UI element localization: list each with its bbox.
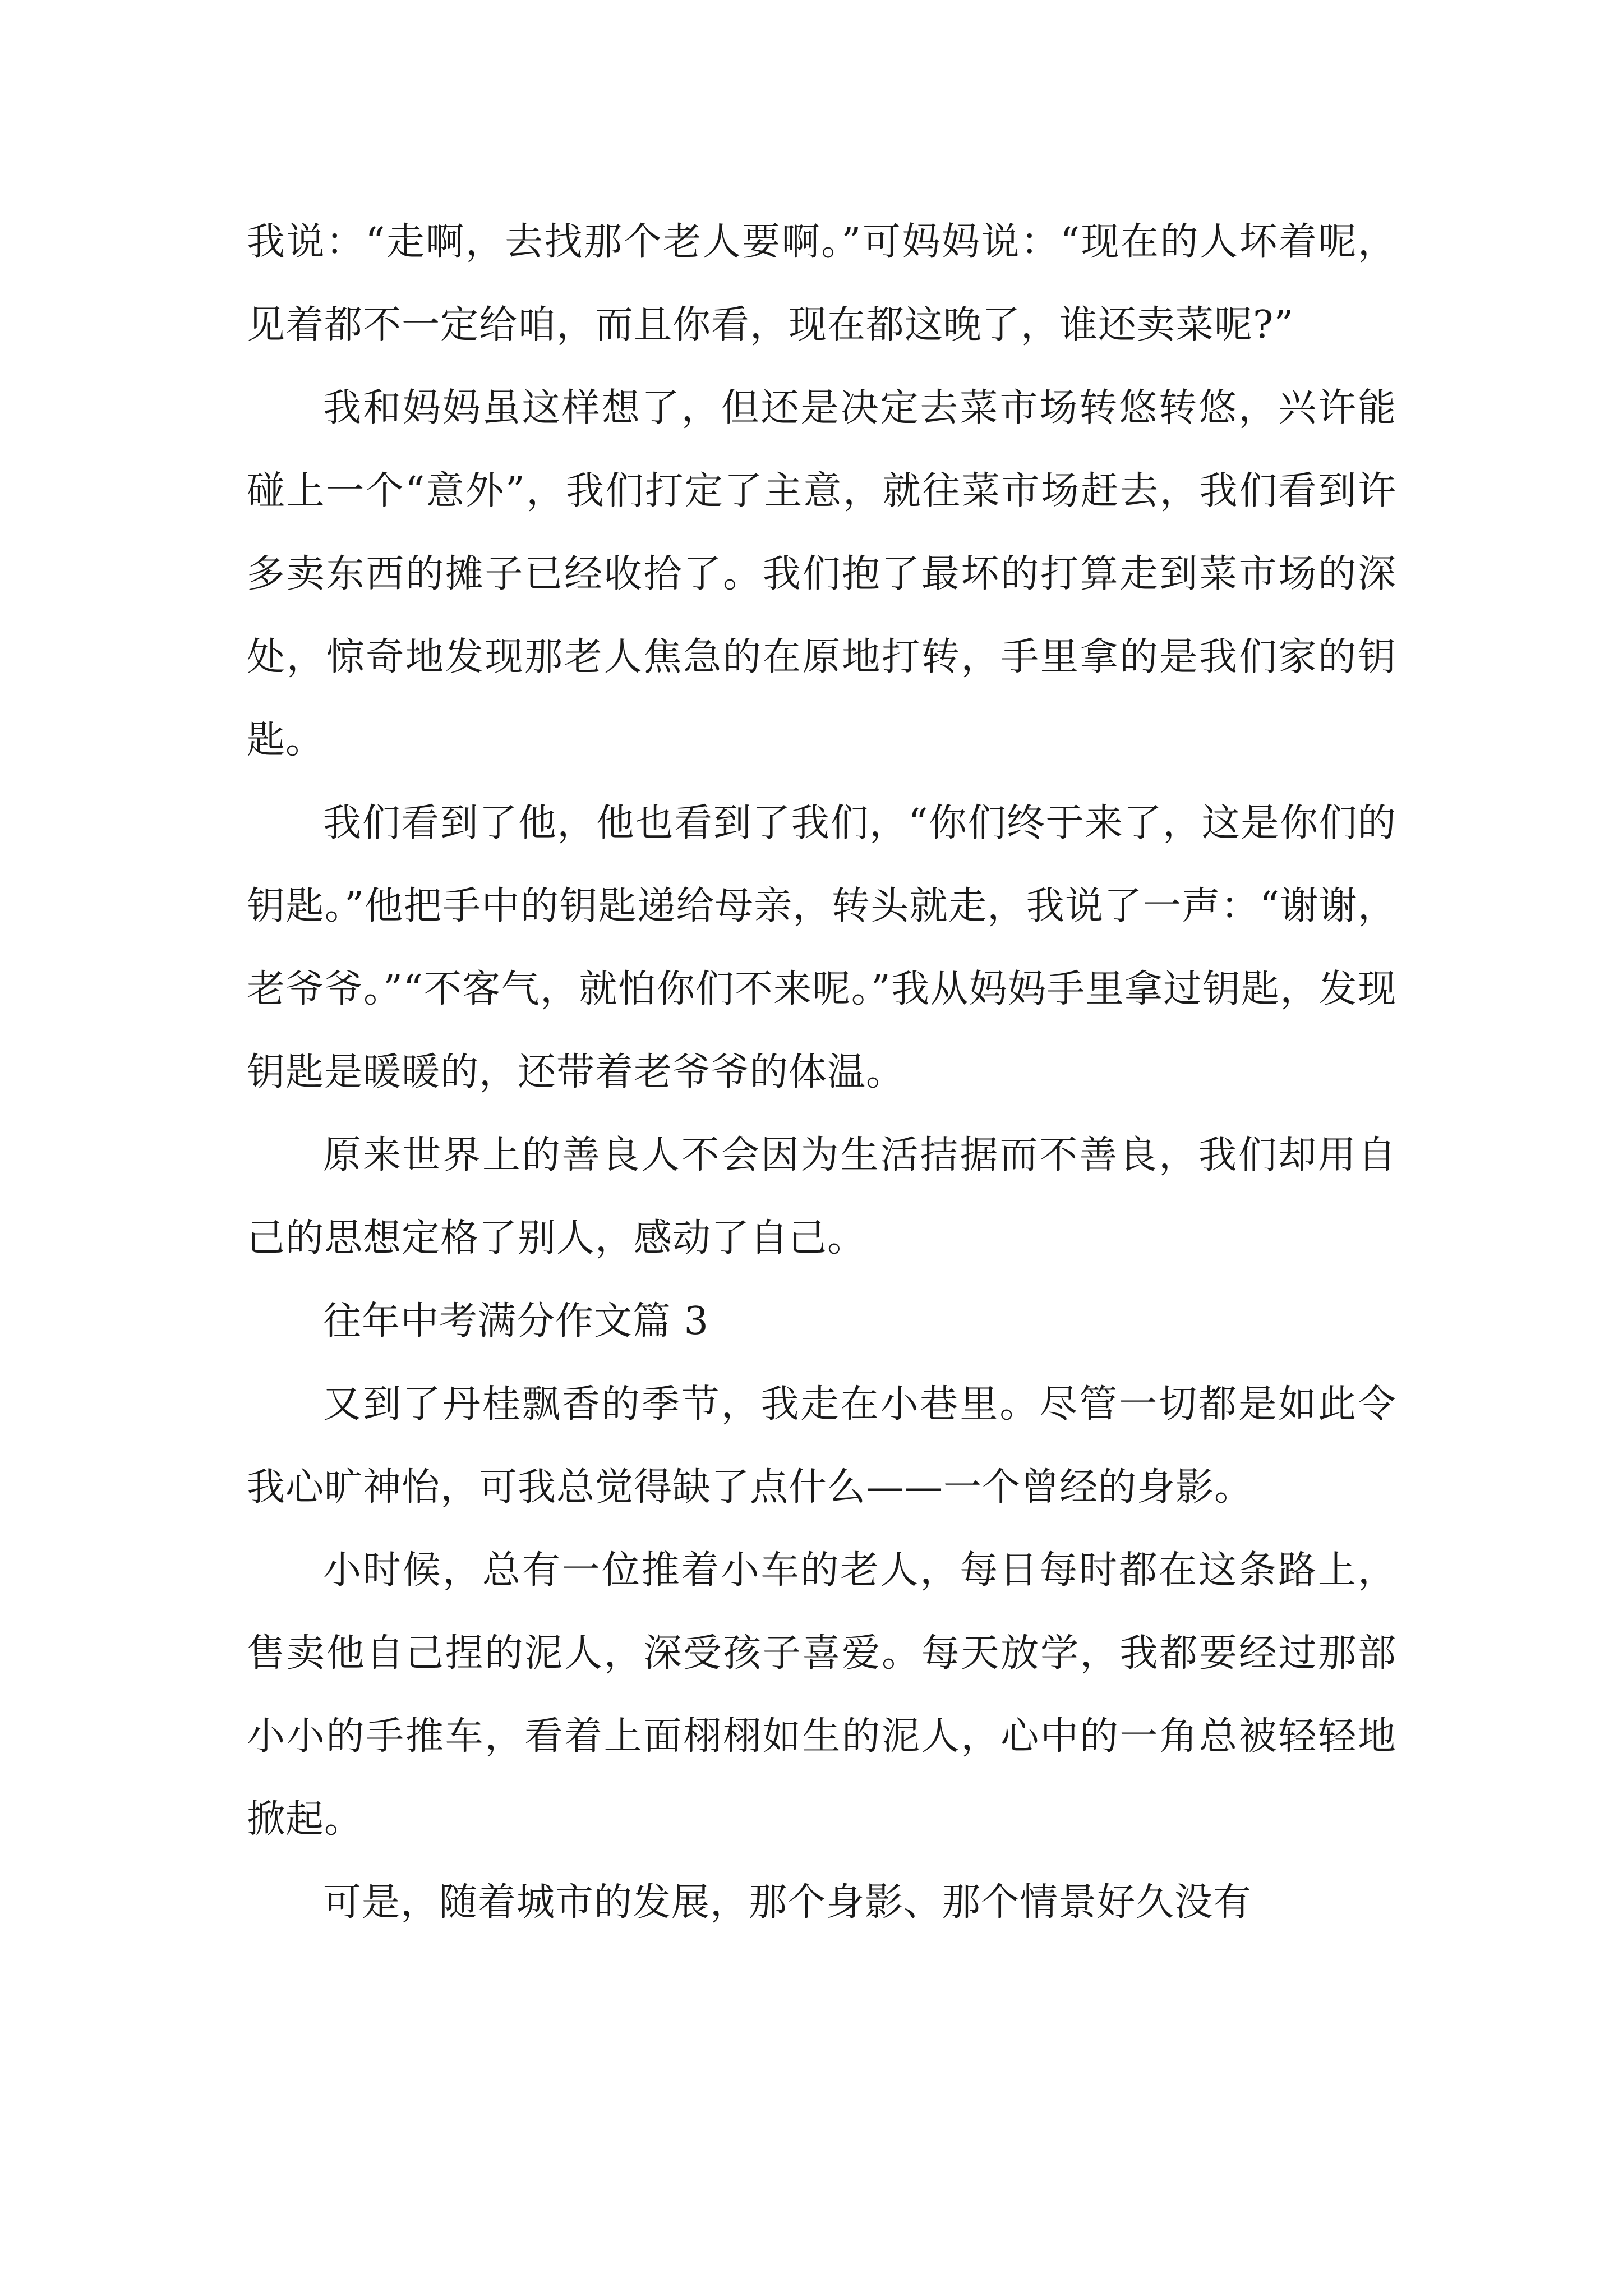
article-body [247,201,1396,1944]
paragraph: 可是，随着城市的发展，那个身影、那个情景好久没有 [323,1880,1252,1925]
paragraph: 我说：“走啊，去找那个老人要啊。”可妈妈说：“现在的人坏着呢，见着都不一定给咱，而且你看，现在都这晚了，谁还卖菜呢?” [247,220,1396,347]
paragraph: 小时候，总有一位推着小车的老人，每日每时都在这条路上，售卖他自己捏的泥人，深受孩子喜爱。每天放学，我都要经过那部小小的手推车，看着上面栩栩如生的泥人，心中的一角总被轻轻地掀起。 [247,1548,1396,1842]
paragraph: 又到了丹桂飘香的季节，我走在小巷里。尽管一切都是如此令我心旷神怡，可我总觉得缺了点什么——一个曾经的身影。 [247,1382,1396,1510]
paragraph: 原来世界上的善良人不会因为生活拮据而不善良，我们却用自己的思想定格了别人，感动了自己。 [247,1133,1396,1260]
section-heading: 往年中考满分作文篇 3 [323,1299,709,1343]
paragraph: 我和妈妈虽这样想了，但还是决定去菜市场转悠转悠，兴许能碰上一个“意外”，我们打定了主意，就往菜市场赶去，我们看到许多卖东西的摊子已经收拾了。我们抱了最坏的打算走到菜市场的深处，惊奇地发现那老人焦急的在原地打转，手里拿的是我们家的钥匙。 [247,386,1396,762]
paragraph: 我们看到了他，他也看到了我们，“你们终于来了，这是你们的钥匙。”他把手中的钥匙递给母亲，转头就走，我说了一声：“谢谢，老爷爷。”“不客气，就怕你们不来呢。”我从妈妈手里拿过钥匙，发现钥匙是暖暖的，还带着老爷爷的体温。 [247,801,1396,1094]
